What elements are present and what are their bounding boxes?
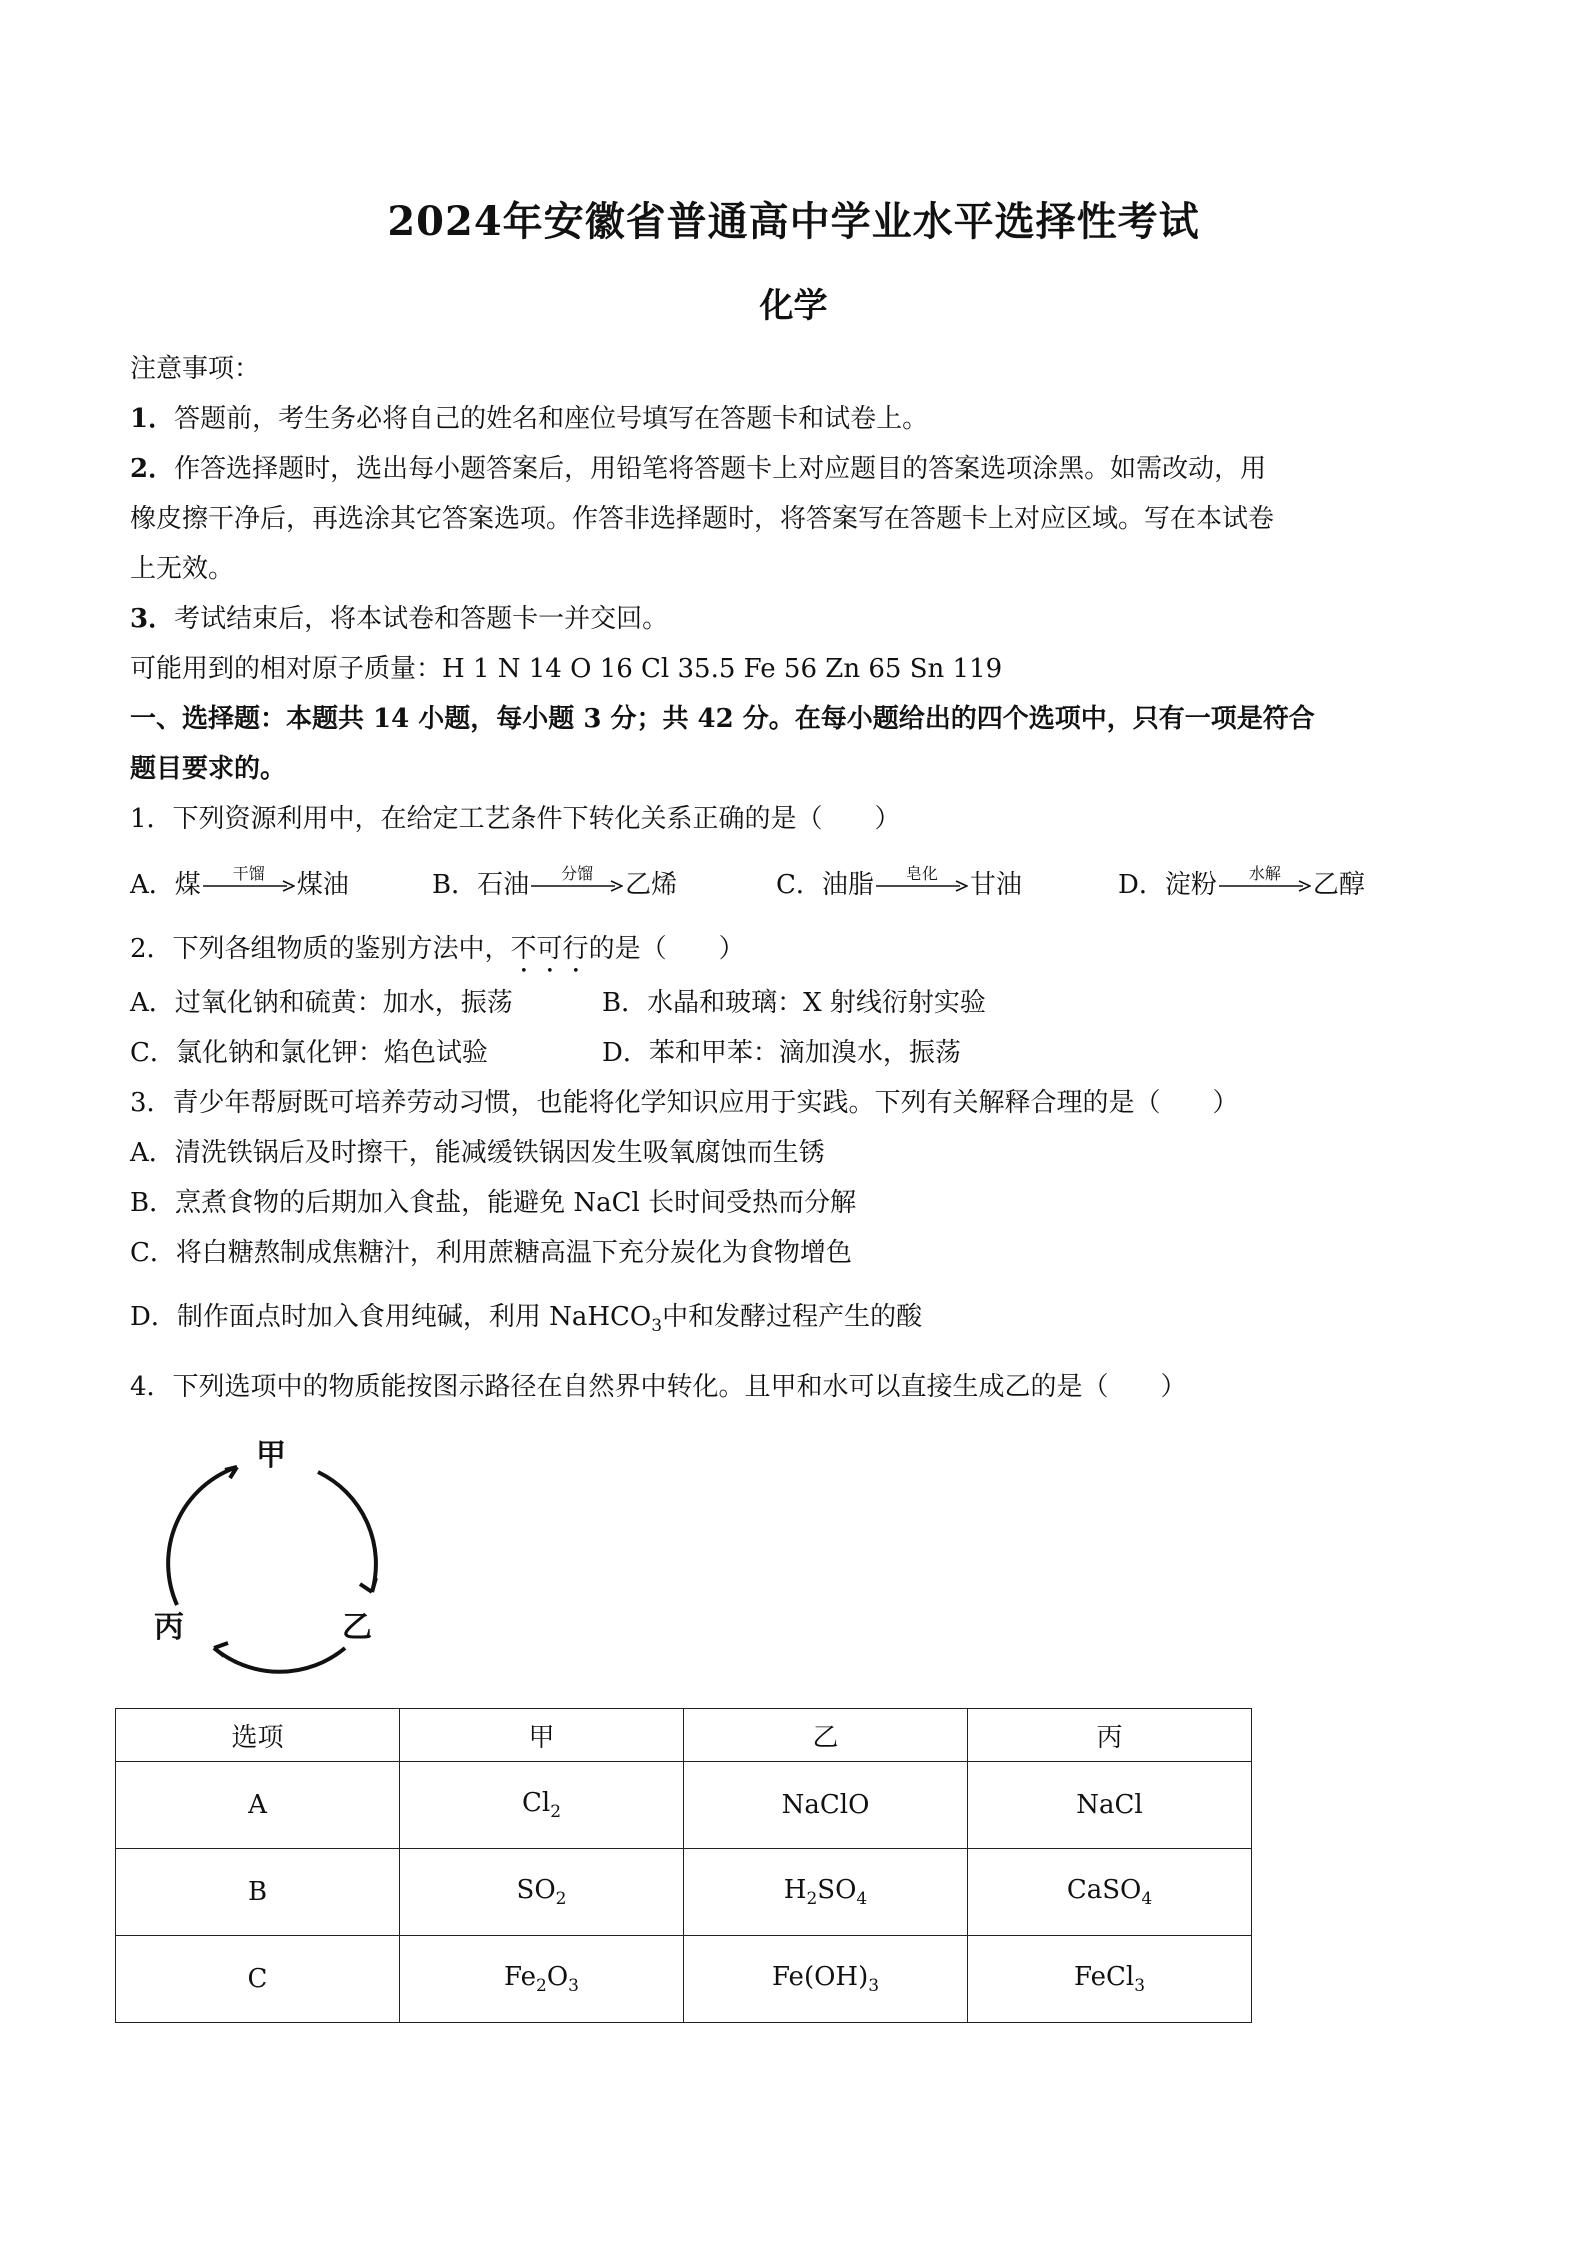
table-cell: CaSO$_4$	[968, 1849, 1252, 1936]
q2-stem: 2．下列各组物质的鉴别方法中，不可行的是（ ）	[130, 934, 745, 964]
reaction-arrow-icon: 水解	[1219, 871, 1311, 901]
q2-option-a: A．过氧化钠和硫黄：加水，振荡	[130, 988, 513, 1018]
q1-option-c: C．油脂 皂化 甘油	[776, 864, 1022, 900]
exam-title: 2024年安徽省普通高中学业水平选择性考试	[387, 198, 1200, 245]
q4-stem: 4．下列选项中的物质能按图示路径在自然界中转化。且甲和水可以直接生成乙的是（ ）	[130, 1372, 1187, 1402]
notice-item-1: 1．答题前，考生务必将自己的姓名和座位号填写在答题卡和试卷上。	[130, 404, 929, 434]
notice-item-3: 3．考试结束后，将本试卷和答题卡一并交回。	[130, 604, 669, 634]
reaction-arrow-icon: 干馏	[203, 871, 295, 901]
table-header: 甲	[400, 1709, 684, 1762]
q2-option-d: D．苯和甲苯：滴加溴水，振荡	[602, 1038, 961, 1068]
notice-item-2: 2．作答选择题时，选出每小题答案后，用铅笔将答题卡上对应题目的答案选项涂黑。如需改动，用	[130, 454, 1267, 484]
q4-options-table	[115, 1708, 1252, 2023]
cycle-label-bing: 丙	[154, 1610, 184, 1645]
q1-option-a: A．煤 干馏 煤油	[130, 864, 349, 900]
q3-stem: 3．青少年帮厨既可培养劳动习惯，也能将化学知识应用于实践。下列有关解释合理的是（ ）	[130, 1088, 1239, 1118]
table-row	[116, 1762, 1252, 1849]
q2-option-b: B．水晶和玻璃：X 射线衍射实验	[602, 988, 986, 1018]
notice-item-2-cont: 橡皮擦干净后，再选涂其它答案选项。作答非选择题时，将答案写在答题卡上对应区域。写在本试卷	[130, 504, 1275, 534]
table-cell: A	[116, 1762, 400, 1849]
q3-option-a: A．清洗铁锅后及时擦干，能减缓铁锅因发生吸氧腐蚀而生锈	[130, 1138, 825, 1168]
cycle-diagram	[140, 1420, 400, 1694]
table-cell: $Fe_2O_3$	[400, 1936, 684, 2023]
q1-option-b: B．石油 分馏 乙烯	[432, 864, 678, 900]
cycle-label-yi: 乙	[342, 1610, 372, 1645]
table-row	[116, 1936, 1252, 2023]
q1-stem: 1．下列资源利用中，在给定工艺条件下转化关系正确的是（ ）	[130, 804, 901, 834]
q1-option-d: D．淀粉 水解 乙醇	[1118, 864, 1365, 900]
table-row	[116, 1849, 1252, 1936]
table-cell: $SO_2$	[400, 1849, 684, 1936]
section-heading-cont: 题目要求的。	[130, 754, 287, 784]
q3-option-c: C．将白糖熬制成焦糖汁，利用蔗糖高温下充分炭化为食物增色	[130, 1238, 852, 1268]
table-cell: $Cl_2$	[400, 1762, 684, 1849]
table-header: 乙	[684, 1709, 968, 1762]
table-cell: $Fe(OH)_3$	[684, 1936, 968, 2023]
notice-item-2-cont2: 上无效。	[130, 554, 235, 584]
q3-option-b: B．烹煮食物的后期加入食盐，能避免 NaCl 长时间受热而分解	[130, 1188, 857, 1218]
atomic-masses: 可能用到的相对原子质量：H 1 N 14 O 16 Cl 35.5 Fe 56 Zn 65 Sn 119	[130, 654, 1003, 684]
table-cell: C	[116, 1936, 400, 2023]
q2-emphasis: 不可行	[510, 934, 589, 964]
table-cell: $H_2SO_4$	[684, 1849, 968, 1936]
reaction-arrow-icon: 皂化	[876, 871, 968, 901]
table-cell: NaClO	[684, 1762, 968, 1849]
notice-heading: 注意事项：	[130, 354, 261, 384]
table-cell: FeCl$_3$	[968, 1936, 1252, 2023]
q2-option-c: C．氯化钠和氯化钾：焰色试验	[130, 1038, 488, 1068]
section-heading: 一、选择题：本题共 14 小题，每小题 3 分；共 42 分。在每小题给出的四个选项中，只有一项是符合	[130, 704, 1315, 734]
table-header: 丙	[968, 1709, 1252, 1762]
reaction-arrow-icon: 分馏	[531, 871, 623, 901]
subject-title: 化学	[759, 286, 828, 326]
table-cell: NaCl	[968, 1762, 1252, 1849]
cycle-label-jia: 甲	[256, 1438, 286, 1473]
table-cell: B	[116, 1849, 400, 1936]
q3-option-d: D．制作面点时加入食用纯碱，利用 NaHCO$_3$中和发酵过程产生的酸	[130, 1302, 923, 1336]
table-header: 选项	[116, 1709, 400, 1762]
table-header-row	[116, 1709, 1252, 1762]
